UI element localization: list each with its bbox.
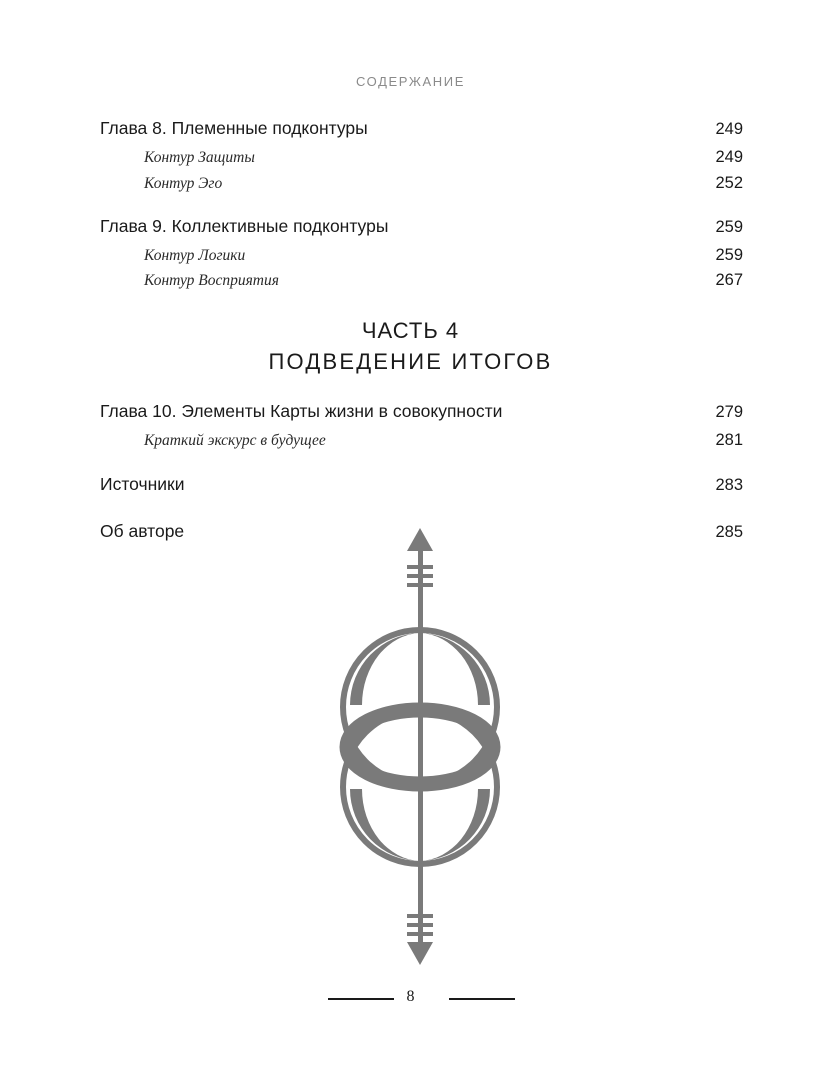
toc-subentry[interactable]	[144, 431, 743, 450]
toc-subentry-page: 249	[715, 148, 743, 166]
fletch-bar	[407, 932, 433, 936]
toc-subentry-page: 259	[715, 246, 743, 264]
toc-subentry[interactable]	[144, 271, 743, 290]
toc-entry-title: Глава 9. Коллективные подконтуры	[100, 216, 389, 236]
fletch-bar	[407, 923, 433, 927]
toc-entry-chapter-9[interactable]	[100, 216, 743, 237]
toc-subentry-title: Контур Логики	[144, 247, 246, 264]
toc-subentry[interactable]	[144, 148, 743, 167]
crescent-bottom-right	[420, 789, 490, 861]
toc-entry-page: 279	[715, 403, 743, 421]
toc-subentry-title: Краткий экскурс в будущее	[144, 432, 326, 449]
toc-entry-title: Глава 8. Племенные подконтуры	[100, 118, 368, 138]
part-title: ПОДВЕДЕНИЕ ИТОГОВ	[268, 349, 553, 374]
arrow-shaft-overlay	[418, 625, 423, 870]
toc-entry-chapter-10[interactable]	[100, 401, 743, 422]
toc-entry-chapter-8[interactable]	[100, 118, 743, 139]
toc-entry-page: 259	[715, 218, 743, 236]
toc-subentry-page: 267	[715, 271, 743, 289]
toc-subentry-page: 252	[715, 174, 743, 192]
crescent-top-left	[350, 633, 420, 705]
toc-subentry[interactable]	[144, 246, 743, 265]
crescent-bottom-left	[350, 789, 420, 861]
toc-entry-title: Об авторе	[100, 521, 185, 541]
toc-subentry-title: Контур Восприятия	[144, 272, 279, 289]
toc-entry-page: 285	[715, 523, 743, 541]
toc-entry-title: Глава 10. Элементы Карты жизни в совокупности	[100, 401, 503, 421]
arrowhead-bottom-icon	[407, 942, 433, 965]
interlocked-rings-arrow-emblem	[320, 525, 520, 970]
page-number: 8	[406, 988, 415, 1005]
fletch-bar	[407, 583, 433, 587]
toc-subentry-page: 281	[715, 431, 743, 449]
toc-entry-page: 283	[715, 476, 743, 494]
fletch-bar	[407, 914, 433, 918]
part-label: ЧАСТЬ 4	[361, 318, 460, 343]
fletch-bar	[407, 565, 433, 569]
toc-subentry-title: Контур Эго	[144, 175, 223, 192]
running-head: СОДЕРЖАНИЕ	[355, 74, 465, 89]
arrowhead-top-icon	[407, 528, 433, 551]
toc-entry-title: Источники	[100, 474, 185, 494]
toc-subentry[interactable]	[144, 174, 743, 193]
toc-entry-sources[interactable]	[100, 474, 743, 495]
toc-subentry-title: Контур Защиты	[144, 149, 255, 166]
crescent-top-right	[420, 633, 490, 705]
toc-entry-page: 249	[715, 120, 743, 138]
fletch-bar	[407, 574, 433, 578]
